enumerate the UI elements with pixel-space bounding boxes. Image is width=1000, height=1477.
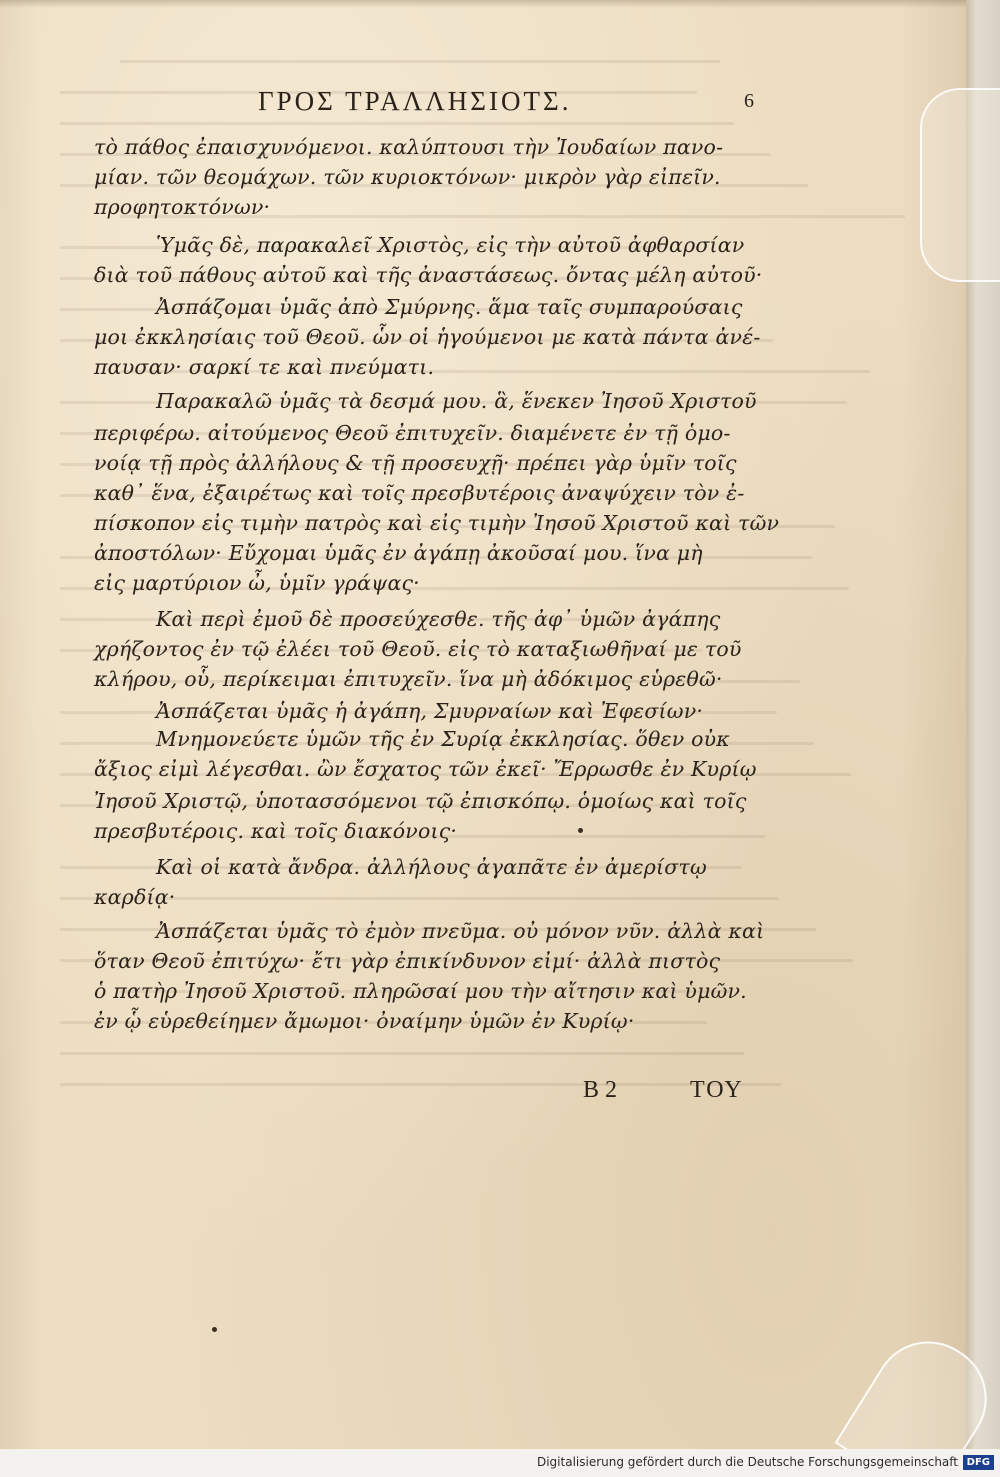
- text-line: ἐν ᾧ εὑρεθείημεν ἄμωμοι· ὀναίμην ὑμῶν ἐν Κυρίῳ·: [94, 1009, 635, 1033]
- running-head: ΓΡΟΣ ΤΡΑΛΛΗΣΙΟΤΣ.: [258, 86, 572, 116]
- dfg-logo: DFG: [963, 1455, 994, 1470]
- text-line: καρδίᾳ·: [94, 885, 176, 909]
- ghost-line: [120, 60, 720, 63]
- ink-speck: [212, 1327, 217, 1332]
- text-line: νοίᾳ τῇ πρὸς ἀλλήλους & τῇ προσευχῇ· πρέπει γὰρ ὑμῖν τοῖς: [94, 451, 737, 475]
- folio-number: 6: [744, 90, 754, 112]
- ghost-line: [60, 1052, 744, 1055]
- text-line: παυσαν· σαρκί τε καὶ πνεύματι.: [94, 355, 435, 379]
- catchword: ΤΟΥ: [690, 1077, 744, 1103]
- text-line: Ἰησοῦ Χριστῷ, ὑποτασσόμενοι τῷ ἐπισκόπῳ. ὁμοίως καὶ τοῖς: [94, 789, 747, 813]
- ghost-line: [60, 122, 734, 125]
- text-line: εἰς μαρτύριον ὦ, ὑμῖν γράψας·: [94, 571, 420, 595]
- text-line: Καὶ περὶ ἐμοῦ δὲ προσεύχεσθε. τῆς ἀφ᾽ ὑμῶν ἀγάπης: [156, 607, 721, 631]
- text-line: Ἀσπάζεται ὑμᾶς ἡ ἀγάπη, Σμυρναίων καὶ Ἐφεσίων·: [156, 699, 704, 723]
- text-line: προφητοκτόνων·: [94, 195, 271, 219]
- ghost-line: [60, 1083, 781, 1086]
- text-line: χρήζοντος ἐν τῷ ἐλέει τοῦ Θεοῦ. εἰς τὸ καταξιωθῆναί με τοῦ: [94, 637, 742, 661]
- signature-mark: Β 2: [583, 1077, 618, 1103]
- text-line: ὁ πατὴρ Ἰησοῦ Χριστοῦ. πληρῶσαί μου τὴν αἴτησιν καὶ ὑμῶν.: [94, 979, 747, 1003]
- text-line: ἀποστόλων· Εὔχομαι ὑμᾶς ἐν ἀγάπῃ ἀκοῦσαί μου. ἵνα μὴ: [94, 541, 703, 565]
- text-line: Ἀσπάζομαι ὑμᾶς ἀπὸ Σμύρνης. ἅμα ταῖς συμπαρούσαις: [156, 295, 743, 319]
- text-line: Καὶ οἱ κατὰ ἄνδρα. ἀλλήλους ἀγαπᾶτε ἐν ἀμερίστῳ: [156, 855, 707, 879]
- text-line: καθ᾽ ἕνα, ἐξαιρέτως καὶ τοῖς πρεσβυτέροις ἀναψύχειν τὸν ἐ-: [94, 481, 745, 505]
- text-line: μίαν. τῶν θεομάχων. τῶν κυριοκτόνων· μικρὸν γὰρ εἰπεῖν.: [94, 165, 721, 189]
- text-line: Παρακαλῶ ὑμᾶς τὰ δεσμά μου. ἃ, ἕνεκεν Ἰησοῦ Χριστοῦ: [156, 389, 757, 413]
- text-line: ἄξιος εἰμὶ λέγεσθαι. ὢν ἔσχατος τῶν ἐκεῖ· Ἔρρωσθε ἐν Κυρίῳ: [94, 757, 757, 781]
- text-line: κλήρου, οὗ, περίκειμαι ἐπιτυχεῖν. ἵνα μὴ ἀδόκιμος εὑρεθῶ·: [94, 667, 723, 691]
- page-top-shadow: [0, 0, 966, 8]
- ink-speck: [578, 828, 583, 833]
- text-line: διὰ τοῦ πάθους αὐτοῦ καὶ τῆς ἀναστάσεως. ὄντας μέλη αὐτοῦ·: [94, 263, 763, 287]
- text-line: μοι ἐκκλησίαις τοῦ Θεοῦ. ὧν οἱ ἡγούμενοι με κατὰ πάντα ἀνέ-: [94, 325, 761, 349]
- text-line: Μνημονεύετε ὑμῶν τῆς ἐν Συρίᾳ ἐκκλησίας. ὅθεν οὐκ: [156, 727, 730, 751]
- funding-credit: Digitalisierung gefördert durch die Deutsche Forschungsgemeinschaft: [536, 1455, 958, 1469]
- text-line: πίσκοπον εἰς τιμὴν πατρὸς καὶ εἰς τιμὴν Ἰησοῦ Χριστοῦ καὶ τῶν: [94, 511, 780, 535]
- text-line: τὸ πάθος ἐπαισχυνόμενοι. καλύπτουσι τὴν Ἰουδαίων πανο-: [94, 135, 724, 159]
- text-line: πρεσβυτέροις. καὶ τοῖς διακόνοις·: [94, 819, 458, 843]
- text-line: Ὑμᾶς δὲ, παρακαλεῖ Χριστὸς, εἰς τὴν αὐτοῦ ἀφθαρσίαν: [156, 233, 745, 257]
- text-line: ὅταν Θεοῦ ἐπιτύχω· ἔτι γὰρ ἐπικίνδυνον εἰμί· ἀλλὰ πιστὸς: [94, 949, 721, 973]
- text-line: περιφέρω. αἰτούμενος Θεοῦ ἐπιτυχεῖν. διαμένετε ἐν τῇ ὁμο-: [94, 421, 731, 445]
- plastic-clip-top: [920, 88, 1000, 282]
- text-line: Ἀσπάζεται ὑμᾶς τὸ ἐμὸν πνεῦμα. οὐ μόνον νῦν. ἀλλὰ καὶ: [156, 919, 765, 943]
